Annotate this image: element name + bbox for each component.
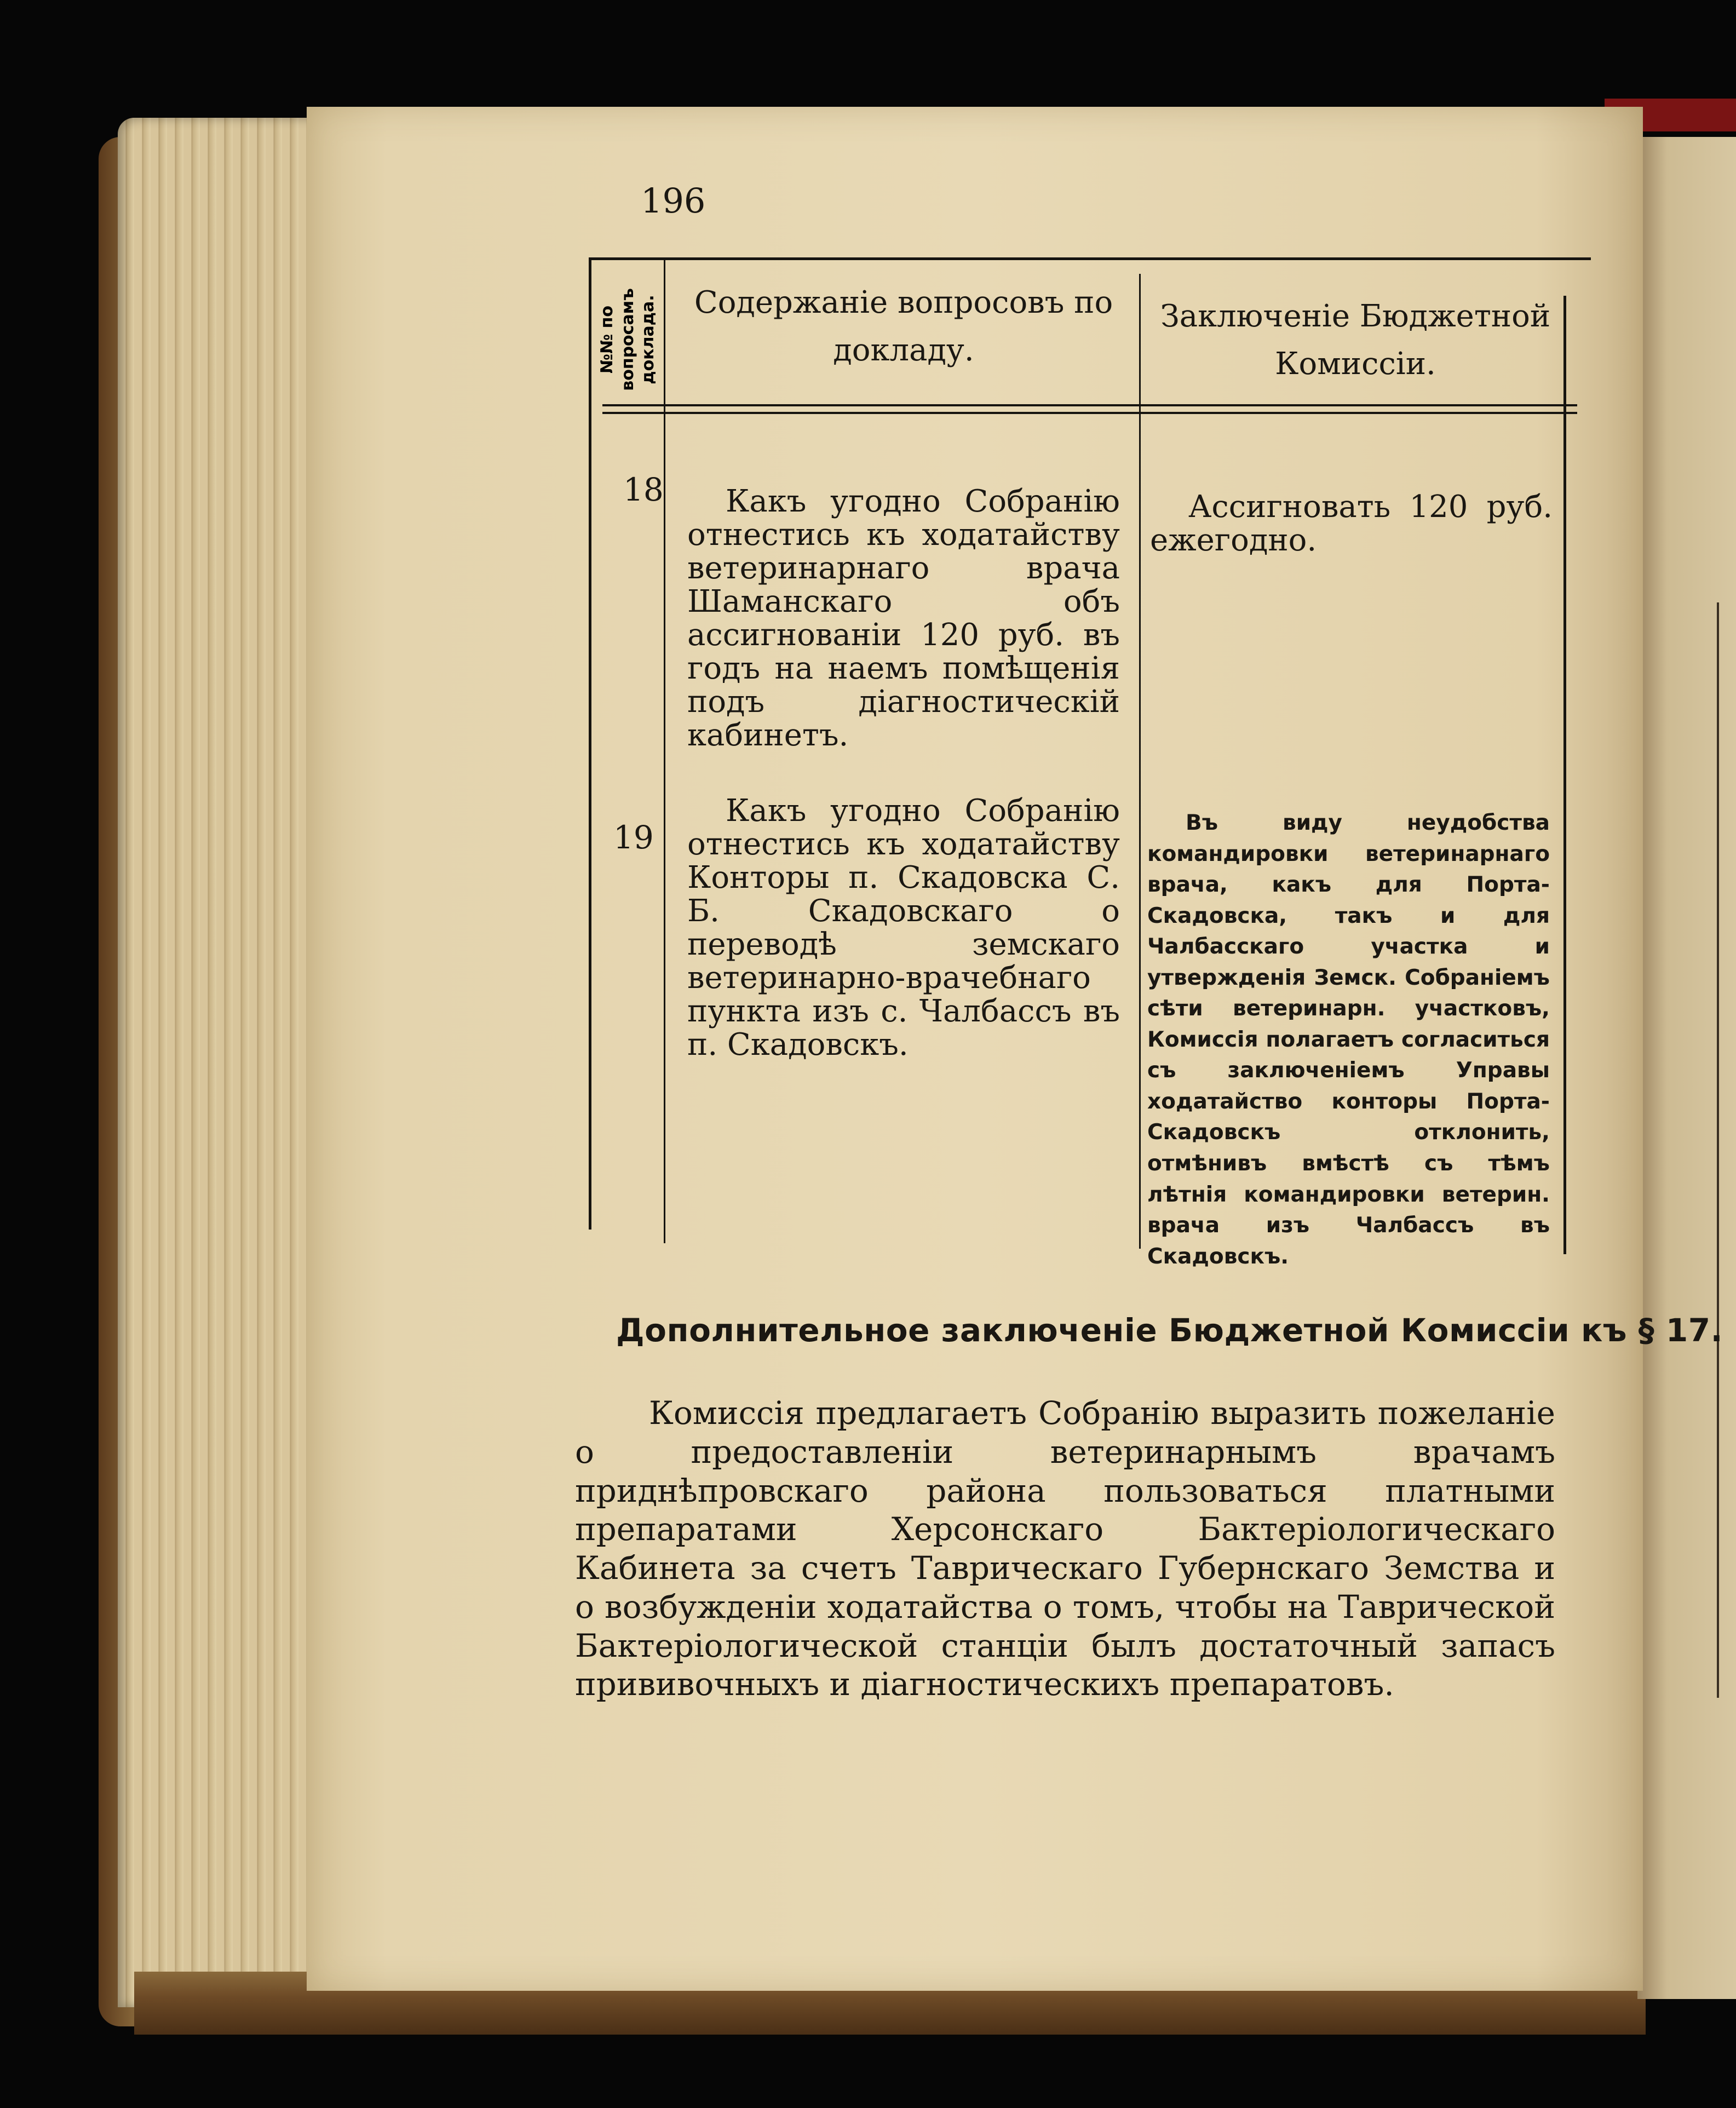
section-heading: Дополнительное заключеніе Бюджетной Комиссіи къ § 17. — [616, 1312, 1723, 1349]
table-col-rule-1 — [664, 257, 665, 1243]
row-content: Какъ угодно Собранію отнестись къ ходатайству Конторы п. Скадовска С. Б. Скадовскаго о переводѣ земскаго ветеринарно-врачебнаго пункта изъ с. Чалбассъ въ п. Скадовскъ. — [687, 793, 1120, 1063]
row-content: Какъ угодно Собранію отнестись къ ходатайству ветеринарнаго врача Шаманскаго объ ассигнованіи 120 руб. въ годъ на наемъ помѣщенія подъ діагностическій кабинетъ. — [687, 484, 1120, 754]
header-content-column: Содержаніе вопросовъ по докладу. — [694, 285, 1113, 368]
row-number: 19 — [613, 819, 654, 856]
header-conclusion-column: Заключеніе Бюджетной Комиссіи. — [1160, 298, 1551, 382]
table-top-rule — [589, 257, 1591, 260]
table-header-rule-2 — [602, 412, 1577, 414]
table-header-rule-1 — [602, 404, 1577, 406]
table-left-rule — [589, 257, 591, 1230]
row-conclusion: Ассигновать 120 руб. ежегодно. — [1150, 489, 1553, 559]
row-conclusion: Въ виду неудобства командировки ветеринарнаго врача, какъ для Порта-Скадовска, такъ и для Чалбасскаго участка и утвержденія Земск. Собраніемъ сѣти ветеринарн. участковъ, Комиссія полагаетъ согласиться съ заключеніемъ Управы ходатайство конторы Порта-Скадовскъ отклонить, отмѣнивъ вмѣстѣ съ тѣмъ лѣтнія командировки ветерин. врача изъ Чалбассъ въ Скадовскъ. — [1147, 811, 1550, 1269]
table-right-rule — [1563, 296, 1566, 1254]
row-number: 18 — [623, 471, 664, 508]
facing-page-rule — [1717, 602, 1719, 1698]
header-number-column: №№ по вопросамъ доклада. — [597, 288, 658, 391]
facing-page — [1637, 137, 1736, 1999]
table-col-rule-2 — [1139, 274, 1141, 1249]
page-number: 196 — [641, 181, 706, 221]
page-stack — [118, 118, 326, 2007]
section-paragraph: Комиссія предлагаетъ Собранію выразить пожеланіе о предоставленіи ветеринарнымъ врачамъ приднѣпровскаго района пользоваться платными препаратами Херсонскаго Бактеріологическаго Кабинета за счетъ Таврическаго Губернскаго Земства и о возбужденіи ходатайства о томъ, чтобы на Таврической Бактеріологической станціи былъ достаточный запасъ прививочныхъ и діагностическихъ препаратовъ. — [575, 1394, 1555, 1703]
